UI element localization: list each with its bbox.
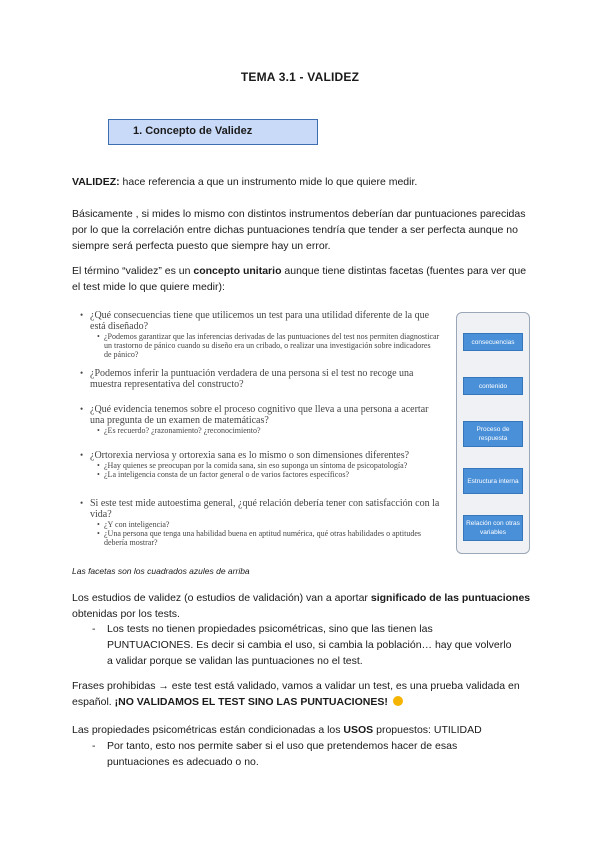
figure-question (80, 450, 440, 479)
bullet-icon: • (80, 498, 84, 508)
usos-bold: USOS (343, 724, 374, 736)
smiley-icon (393, 696, 403, 706)
bullet-icon: • (80, 368, 84, 378)
bullet-icon: • (97, 520, 100, 529)
sub-question (97, 461, 440, 470)
paragraph-basicamente: Básicamente , si mides lo mismo con distintos instrumentos deberían dar puntuaciones parecidas por lo que la correlación entre dichas puntuaciones tendría que tender a ser perfecta aunque no siempre será perfecta puesto que siempre hay un error. (72, 208, 526, 252)
figure-caption: Las facetas son los cuadrados azules de arriba (72, 566, 250, 576)
facets-panel (456, 312, 530, 554)
sub-question-text: ¿Hay quienes se preocupan por la comida sana, sin eso suponga un síntoma de psicopatología? (104, 461, 408, 470)
bullet-icon: • (80, 310, 84, 320)
sub-question (97, 470, 440, 479)
dash-icon: - (92, 740, 96, 752)
sub-question-text: ¿Y con inteligencia? (104, 520, 170, 529)
text-pre: Las propiedades psicométricas están condicionadas a los (72, 724, 344, 736)
figure-question (80, 310, 440, 359)
bullet-icon: • (80, 404, 84, 414)
question-text: Si este test mide autoestima general, ¿qué relación debería tener con satisfacción con la vida? (90, 498, 440, 520)
text-post: obtenidas por los tests. (72, 608, 180, 620)
validez-term: VALIDEZ: (72, 176, 120, 188)
bullet-icon: • (97, 461, 100, 470)
dash-item-puntuaciones (92, 621, 517, 669)
no-validamos-bold: ¡NO VALIDAMOS EL TEST SINO LAS PUNTUACIONES! (114, 696, 388, 708)
bullet-icon: • (80, 450, 84, 460)
question-text: ¿Qué evidencia tenemos sobre el proceso cognitivo que lleva a una persona a acertar una pregunta de un examen de matemáticas? (90, 404, 429, 426)
figure-question (80, 498, 440, 547)
facet-consecuencias: consecuencias (463, 333, 523, 351)
facet-relacion-variables: Relación con otras variables (463, 515, 523, 541)
figure-question (80, 404, 440, 435)
dash-item-uso-adecuado (92, 738, 517, 770)
facet-contenido: contenido (463, 377, 523, 395)
bullet-icon: • (97, 529, 100, 538)
question-text: ¿Qué consecuencias tiene que utilicemos un test para una utilidad diferente de la que está diseñado? (90, 310, 430, 332)
text-pre: Los estudios de validez (o estudios de validación) van a aportar (72, 592, 371, 604)
sub-question (97, 520, 440, 529)
sub-question (97, 529, 440, 547)
sub-question (97, 426, 440, 435)
text-post: propuestos: UTILIDAD (373, 724, 482, 736)
paragraph-propiedades (72, 722, 532, 738)
sub-question-text: ¿Podemos garantizar que las inferencias derivadas de las puntuaciones del test nos permiten diagnosticar un trastorno de pánico cuando su diseño era un cribado, o realizar una investigación sobre indicadores de pánico? (104, 332, 440, 359)
section-heading: 1. Concepto de Validez (133, 125, 253, 137)
paragraph-frases-prohibidas (72, 678, 532, 710)
text-pre: El término “validez” es un (72, 265, 194, 277)
text-pre: Frases prohibidas → este test está validado, vamos a validar un test, es una prueba validada en español. (72, 680, 520, 708)
sub-question (97, 332, 440, 359)
facets-figure (72, 302, 532, 558)
page-title: TEMA 3.1 - VALIDEZ (240, 70, 360, 84)
concepto-unitario-bold: concepto unitario (193, 265, 282, 277)
paragraph-concepto-unitario (72, 263, 532, 295)
section-heading-box (108, 119, 318, 145)
paragraph-estudios-validez (72, 590, 532, 622)
figure-question (80, 368, 440, 390)
bullet-icon: • (97, 332, 100, 341)
sub-question-text: ¿Es recuerdo? ¿razonamiento? ¿reconocimiento? (104, 426, 261, 435)
question-text: ¿Ortorexia nerviosa y ortorexia sana es lo mismo o son dimensiones diferentes? (90, 450, 410, 461)
significado-bold: significado de las puntuaciones (370, 592, 531, 604)
validez-definition-text: hace referencia a que un instrumento mide lo que quiere medir. (119, 176, 418, 188)
bullet-icon: • (97, 426, 100, 435)
sub-question-text: ¿Una persona que tenga una habilidad buena en aptitud numérica, qué otras habilidades o aptitudes debería mostrar? (104, 529, 422, 547)
facet-estructura-interna: Estructura interna (463, 468, 523, 494)
facet-proceso-respuesta: Proceso de respuesta (463, 421, 523, 447)
dash-icon: - (92, 623, 96, 635)
paragraph-validez-definition (72, 174, 532, 190)
bullet-icon: • (97, 470, 100, 479)
dash-item-text: Los tests no tienen propiedades psicométricas, sino que las tienen las PUNTUACIONES. Es decir si cambia el uso, si cambia la población… hay que volverlo a validar porque se validan las puntuaciones no el test. (107, 623, 512, 667)
text-post: aunque tiene distintas facetas (fuentes para ver que el test mide lo que quiere medir): (72, 265, 527, 293)
dash-item-text: Por tanto, esto nos permite saber si el uso que pretendemos hacer de esas puntuaciones es adecuado o no. (107, 740, 458, 768)
sub-question-text: ¿La inteligencia consta de un factor general o de varios factores específicos? (104, 470, 349, 479)
question-text: ¿Podemos inferir la puntuación verdadera de una persona si el test no recoge una muestra representativa del constructo? (90, 368, 414, 390)
